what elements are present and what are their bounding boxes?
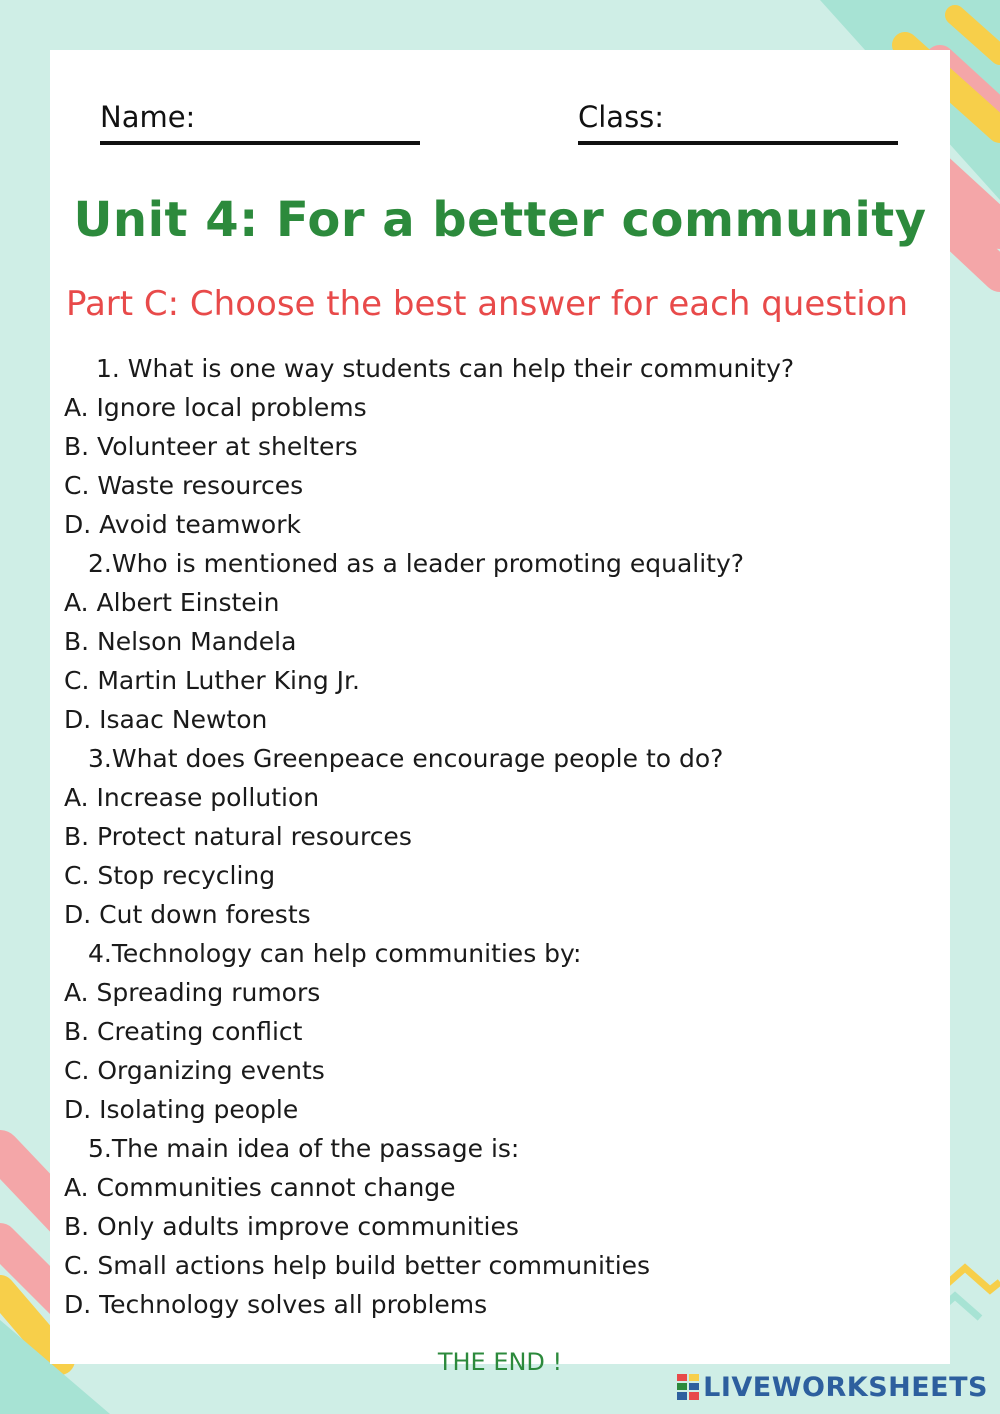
option-1a: A. Ignore local problems	[64, 393, 367, 422]
name-line	[100, 141, 420, 145]
class-line	[578, 141, 898, 145]
option-4d: D. Isolating people	[64, 1095, 299, 1124]
option-4a: A. Spreading rumors	[64, 978, 321, 1007]
liveworksheets-brand-text: LIVEWORKSHEETS	[703, 1371, 988, 1403]
worksheet-title: Unit 4: For a better community	[73, 192, 927, 248]
option-3a: A. Increase pollution	[64, 783, 320, 812]
option-1d: D. Avoid teamwork	[64, 510, 301, 539]
liveworksheets-logo-icon	[677, 1374, 699, 1400]
option-5a: A. Communities cannot change	[64, 1173, 456, 1202]
question-4: 4.Technology can help communities by:	[88, 939, 582, 968]
class-label: Class:	[578, 100, 665, 134]
option-3d: D. Cut down forests	[64, 900, 311, 929]
option-3b: B. Protect natural resources	[64, 822, 412, 851]
option-1c: C. Waste resources	[64, 471, 304, 500]
option-1b: B. Volunteer at shelters	[64, 432, 358, 461]
option-4c: C. Organizing events	[64, 1056, 325, 1085]
option-3c: C. Stop recycling	[64, 861, 276, 890]
option-2a: A. Albert Einstein	[64, 588, 280, 617]
question-1: 1. What is one way students can help their community?	[96, 354, 795, 383]
the-end-text: THE END !	[437, 1348, 563, 1376]
option-4b: B. Creating conflict	[64, 1017, 303, 1046]
question-2: 2.Who is mentioned as a leader promoting equality?	[88, 549, 745, 578]
option-5c: C. Small actions help build better communities	[64, 1251, 651, 1280]
option-2b: B. Nelson Mandela	[64, 627, 297, 656]
question-3: 3.What does Greenpeace encourage people to do?	[88, 744, 724, 773]
name-label: Name:	[100, 100, 196, 134]
option-5d: D. Technology solves all problems	[64, 1290, 488, 1319]
liveworksheets-logo	[677, 1370, 988, 1404]
part-instruction: Part C: Choose the best answer for each question	[66, 284, 909, 324]
option-2c: C. Martin Luther King Jr.	[64, 666, 360, 695]
option-5b: B. Only adults improve communities	[64, 1212, 519, 1241]
question-5: 5.The main idea of the passage is:	[88, 1134, 520, 1163]
option-2d: D. Isaac Newton	[64, 705, 268, 734]
